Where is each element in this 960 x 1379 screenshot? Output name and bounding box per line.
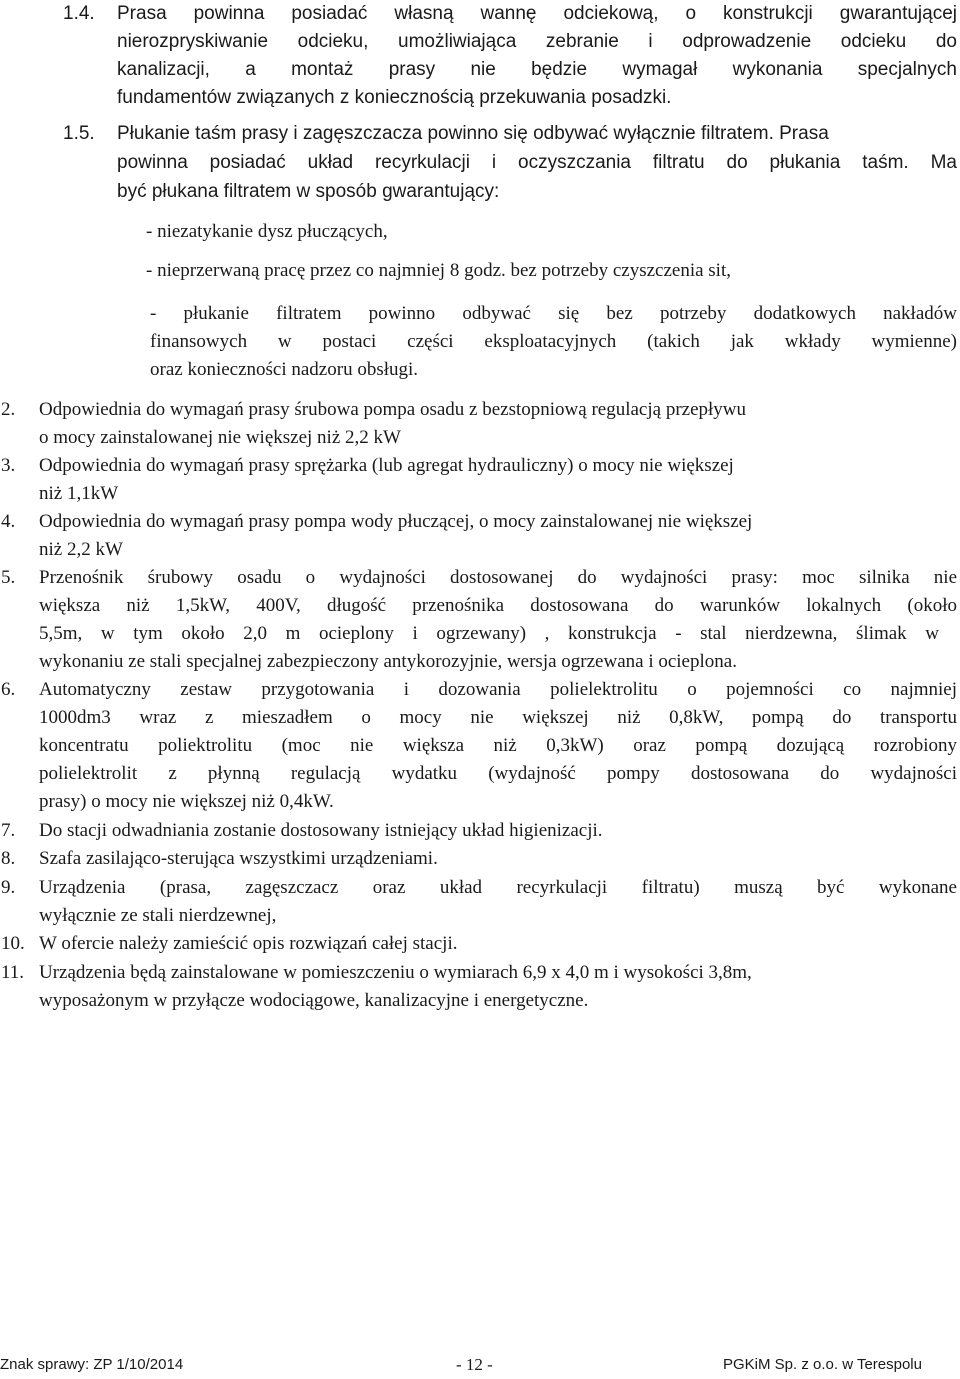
item-line: koncentratu poliektrolitu (moc nie większa niż 0,3kW) oraz pompą dozującą rozrobiony (39, 735, 957, 756)
item-number: 3. (1, 455, 16, 476)
item-line: Przenośnik śrubowy osadu o wydajności dostosowanej do wydajności prasy: moc silnika nie (39, 567, 957, 588)
item-line: Odpowiednia do wymagań prasy pompa wody płuczącej, o mocy zainstalowanej nie większej (39, 511, 753, 532)
section-1-5-number: 1.5. (63, 123, 95, 144)
item-line: niż 2,2 kW (39, 539, 123, 560)
item-line: W ofercie należy zamieścić opis rozwiązań całej stacji. (39, 933, 458, 954)
item-line: większa niż 1,5kW, 400V, długość przenośnika dostosowana do warunków lokalnych (około (39, 595, 957, 616)
item-line: Odpowiednia do wymagań prasy śrubowa pompa osadu z bezstopniową regulacją przepływu (39, 399, 747, 420)
item-line: prasy) o mocy nie większej niż 0,4kW. (39, 791, 334, 812)
item-line: 5,5m, w tym około 2,0 m ocieplony i ogrzewany) , konstrukcja - stal nierdzewna, ślimak w (39, 623, 939, 644)
item-number: 2. (1, 399, 16, 420)
rinse-requirement-line: finansowych w postaci części eksploatacyjnych (takich jak wkłady wymienne) (150, 331, 957, 352)
item-number: 10. (1, 933, 25, 954)
item-number: 11. (1, 962, 25, 983)
item-number: 8. (1, 848, 16, 869)
section-1-4-line: kanalizacji, a montaż prasy nie będzie wymagał wykonania specjalnych (117, 59, 957, 80)
requirement-bullet: - niezatykanie dysz płuczących, (146, 221, 388, 242)
item-line: wyposażonym w przyłącze wodociągowe, kanalizacyjne i energetyczne. (39, 990, 589, 1011)
requirement-bullet: - nieprzerwaną pracę przez co najmniej 8 godz. bez potrzeby czyszczenia sit, (146, 260, 731, 281)
section-1-5-line: powinna posiadać układ recyrkulacji i oczyszczania filtratu do płukania taśm. Ma (117, 152, 957, 173)
section-1-5-line: być płukana filtratem w sposób gwarantujący: (117, 181, 500, 202)
rinse-requirement-line: - płukanie filtratem powinno odbywać się bez potrzeby dodatkowych nakładów (150, 303, 957, 324)
section-1-4-number: 1.4. (63, 3, 95, 24)
item-number: 6. (1, 679, 16, 700)
item-line: Szafa zasilająco-sterująca wszystkimi urządzeniami. (39, 848, 438, 869)
item-line: Urządzenia będą zainstalowane w pomieszczeniu o wymiarach 6,9 x 4,0 m i wysokości 3,8m, (39, 962, 752, 983)
item-number: 9. (1, 877, 16, 898)
footer-page-number: - 12 - (456, 1355, 493, 1374)
item-number: 4. (1, 511, 16, 532)
item-line: 1000dm3 wraz z mieszadłem o mocy nie większej niż 0,8kW, pompą do transportu (39, 707, 957, 728)
item-number: 5. (1, 567, 16, 588)
section-1-4-line: Prasa powinna posiadać własną wannę odciekową, o konstrukcji gwarantującej (117, 3, 957, 24)
item-line: Urządzenia (prasa, zagęszczacz oraz układ recyrkulacji filtratu) muszą być wykonane (39, 877, 957, 898)
section-1-5-line: Płukanie taśm prasy i zagęszczacza powinno się odbywać wyłącznie filtratem. Prasa (117, 123, 829, 144)
footer-company: PGKiM Sp. z o.o. w Terespolu (723, 1356, 922, 1373)
section-1-4-line: nierozpryskiwanie odcieku, umożliwiająca zebranie i odprowadzenie odcieku do (117, 31, 957, 52)
item-line: niż 1,1kW (39, 483, 119, 504)
item-line: polielektrolit z płynną regulacją wydatku (wydajność pompy dostosowana do wydajności (39, 763, 957, 784)
item-line: o mocy zainstalowanej nie większej niż 2,2 kW (39, 427, 401, 448)
item-line: wykonaniu ze stali specjalnej zabezpieczony antykorozyjnie, wersja ogrzewana i ocieplona. (39, 651, 737, 672)
footer-case-reference: Znak sprawy: ZP 1/10/2014 (0, 1356, 184, 1373)
rinse-requirement-line: oraz konieczności nadzoru obsługi. (150, 359, 419, 380)
item-line: Odpowiednia do wymagań prasy sprężarka (lub agregat hydrauliczny) o mocy nie większej (39, 455, 734, 476)
item-number: 7. (1, 820, 16, 841)
item-line: wyłącznie ze stali nierdzewnej, (39, 905, 277, 926)
item-line: Automatyczny zestaw przygotowania i dozowania polielektrolitu o pojemności co najmniej (39, 679, 957, 700)
item-line: Do stacji odwadniania zostanie dostosowany istniejący układ higienizacji. (39, 820, 603, 841)
section-1-4-line: fundamentów związanych z koniecznością przekuwania posadzki. (117, 87, 672, 108)
